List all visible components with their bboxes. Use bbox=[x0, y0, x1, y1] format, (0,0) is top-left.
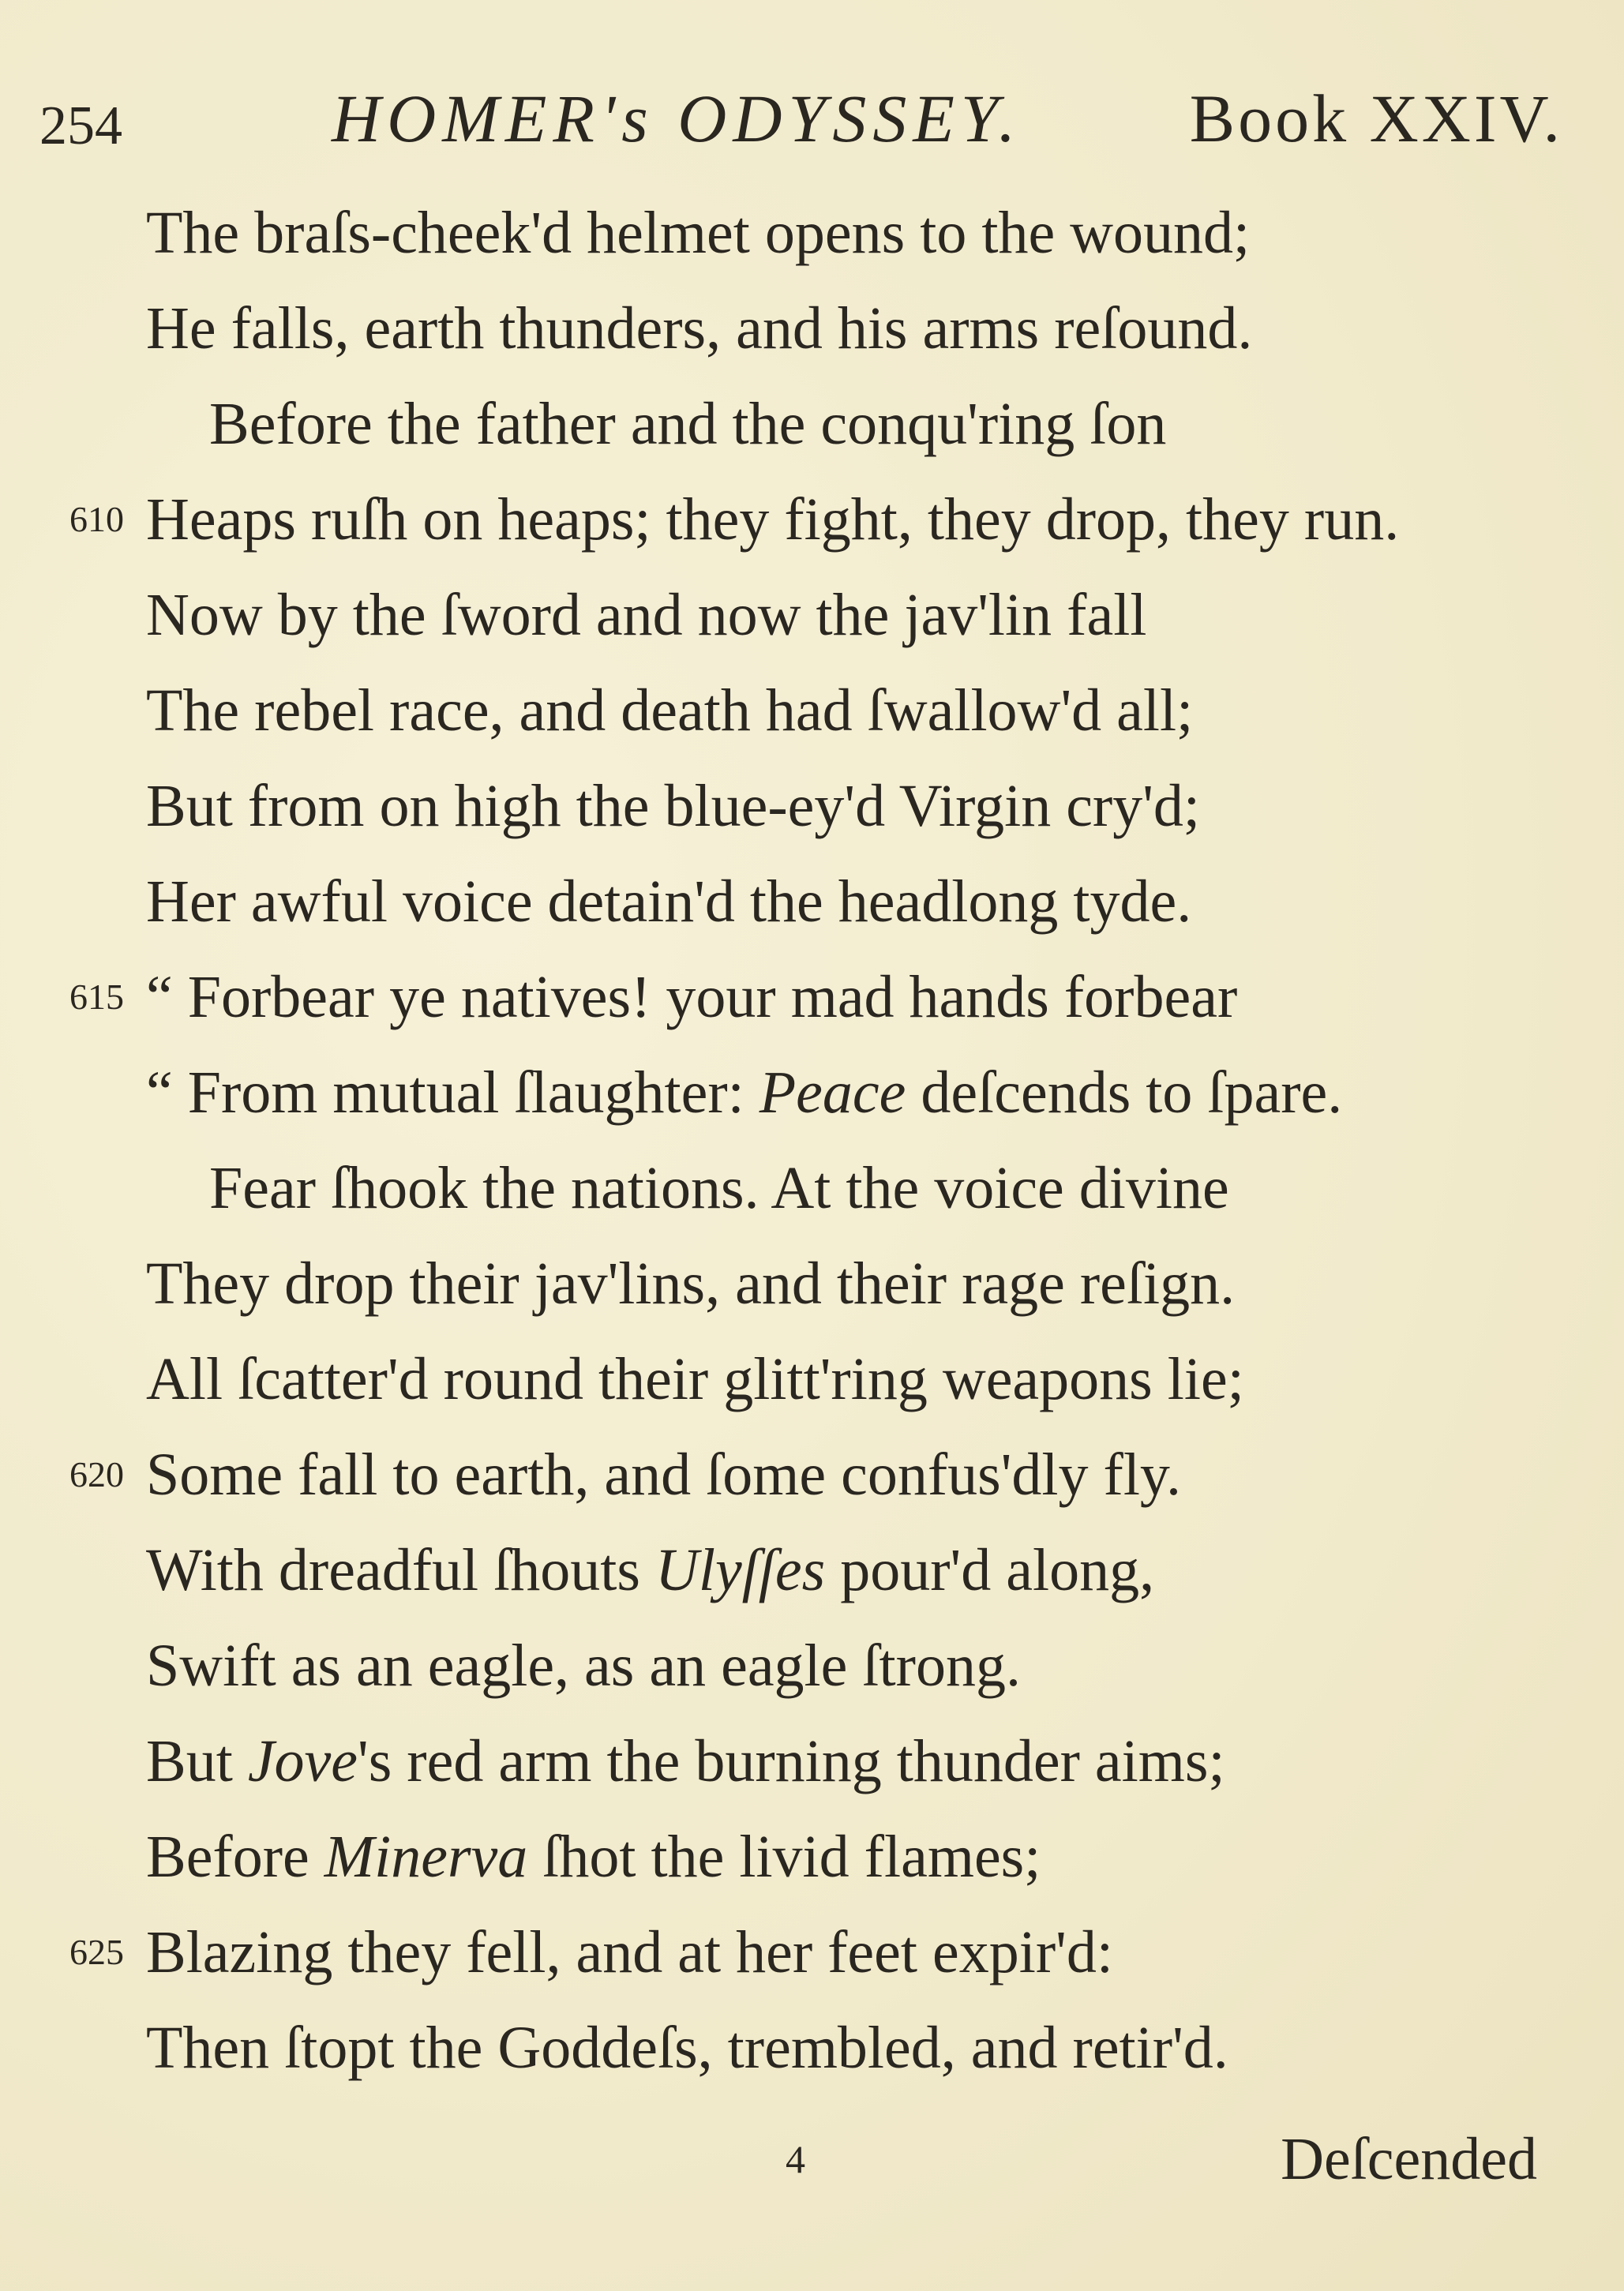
verse-line bbox=[0, 858, 1624, 945]
verse-text bbox=[146, 1336, 1244, 1423]
verse-line bbox=[0, 1909, 1624, 1996]
verse-text bbox=[146, 1240, 1235, 1327]
verse-text bbox=[209, 1145, 1229, 1232]
text-run: ſhot the livid flames; bbox=[527, 1824, 1041, 1890]
text-run: “ From mutual ſlaughter: bbox=[146, 1059, 759, 1126]
running-header bbox=[39, 79, 1563, 166]
verse-line bbox=[0, 1240, 1624, 1327]
verse-text bbox=[146, 1718, 1225, 1805]
verse-text bbox=[146, 1813, 1041, 1900]
verse-text bbox=[209, 381, 1166, 467]
line-number: 610 bbox=[69, 499, 124, 539]
verse-text bbox=[146, 2004, 1228, 2091]
text-run: Blazing they fell, and at her feet expir'd: bbox=[146, 1919, 1113, 1985]
text-run: Fear ſhook the nations. At the voice divine bbox=[209, 1155, 1229, 1221]
verse-line bbox=[0, 285, 1624, 372]
book-label: Book XXIV. bbox=[1189, 81, 1563, 156]
italic-name: Ulyſſes bbox=[654, 1537, 826, 1603]
text-run: He falls, earth thunders, and his arms reſound. bbox=[146, 295, 1253, 362]
italic-name: Jove bbox=[247, 1728, 358, 1794]
verse-line bbox=[0, 954, 1624, 1041]
verse-line bbox=[0, 1336, 1624, 1423]
text-run: Her awful voice detain'd the headlong tyde. bbox=[146, 868, 1192, 935]
verse-line bbox=[0, 763, 1624, 849]
verse-line bbox=[0, 1718, 1624, 1805]
verse-line bbox=[0, 189, 1624, 276]
verse-text bbox=[146, 954, 1237, 1041]
text-run: They drop their jav'lins, and their rage reſign. bbox=[146, 1250, 1236, 1317]
verse-text bbox=[146, 1527, 1154, 1614]
text-run: With dreadful ſhouts bbox=[146, 1537, 655, 1603]
verse-line bbox=[0, 667, 1624, 754]
line-number: 625 bbox=[69, 1932, 124, 1972]
verse-line bbox=[0, 1145, 1624, 1232]
verse-line bbox=[0, 1049, 1624, 1136]
verse-text bbox=[146, 285, 1252, 372]
text-run: Before the father and the conqu'ring ſon bbox=[209, 391, 1167, 457]
verse-line bbox=[0, 381, 1624, 467]
text-run: 's red arm the burning thunder aims; bbox=[358, 1728, 1225, 1794]
verse-line bbox=[0, 1622, 1624, 1709]
verse-line bbox=[0, 1527, 1624, 1614]
text-run: The rebel race, and death had ſwallow'd all; bbox=[146, 677, 1194, 744]
page-number: 254 bbox=[39, 96, 122, 156]
text-run: Swift as an eagle, as an eagle ſtrong. bbox=[146, 1633, 1021, 1699]
text-run: Some fall to earth, and ſome confus'dly fly. bbox=[146, 1442, 1181, 1508]
text-run: pour'd along, bbox=[825, 1537, 1155, 1603]
text-run: “ Forbear ye natives! your mad hands forbear bbox=[146, 964, 1238, 1030]
verse-text bbox=[146, 572, 1146, 658]
line-number: 615 bbox=[69, 977, 124, 1017]
verse-text bbox=[146, 189, 1250, 276]
text-run: The braſs-cheek'd helmet opens to the wound; bbox=[146, 200, 1251, 266]
verse-line bbox=[0, 572, 1624, 658]
verse-text bbox=[146, 667, 1193, 754]
verse-text bbox=[146, 858, 1191, 945]
italic-name: Peace bbox=[759, 1059, 906, 1126]
text-run: But from on high the blue-ey'd Virgin cry'd; bbox=[146, 773, 1201, 839]
text-run: But bbox=[146, 1728, 248, 1794]
verse-text bbox=[146, 476, 1399, 563]
running-title: HOMER's ODYSSEY. bbox=[332, 81, 1022, 156]
text-run: Heaps ruſh on heaps; they fight, they drop, they run. bbox=[146, 486, 1400, 553]
catchword: Deſcended bbox=[1281, 2126, 1537, 2192]
verse-text bbox=[146, 1909, 1113, 1996]
signature-mark: 4 bbox=[786, 2137, 805, 2181]
verse-text bbox=[146, 1431, 1181, 1518]
text-run: Before bbox=[146, 1824, 324, 1890]
verse-text bbox=[146, 763, 1200, 849]
italic-name: Minerva bbox=[324, 1824, 528, 1890]
verse-line bbox=[0, 1813, 1624, 1900]
text-run: deſcends to ſpare. bbox=[906, 1059, 1343, 1126]
verse-line bbox=[0, 2004, 1624, 2091]
line-number: 620 bbox=[69, 1454, 124, 1494]
verse-text bbox=[146, 1622, 1021, 1709]
verse-line bbox=[0, 1431, 1624, 1518]
text-run: Then ſtopt the Goddeſs, trembled, and retir'd. bbox=[146, 2015, 1228, 2081]
verse-line bbox=[0, 476, 1624, 563]
text-run: All ſcatter'd round their glitt'ring weapons lie; bbox=[146, 1346, 1244, 1412]
text-run: Now by the ſword and now the jav'lin fall bbox=[146, 582, 1147, 648]
verse-text bbox=[146, 1049, 1342, 1136]
